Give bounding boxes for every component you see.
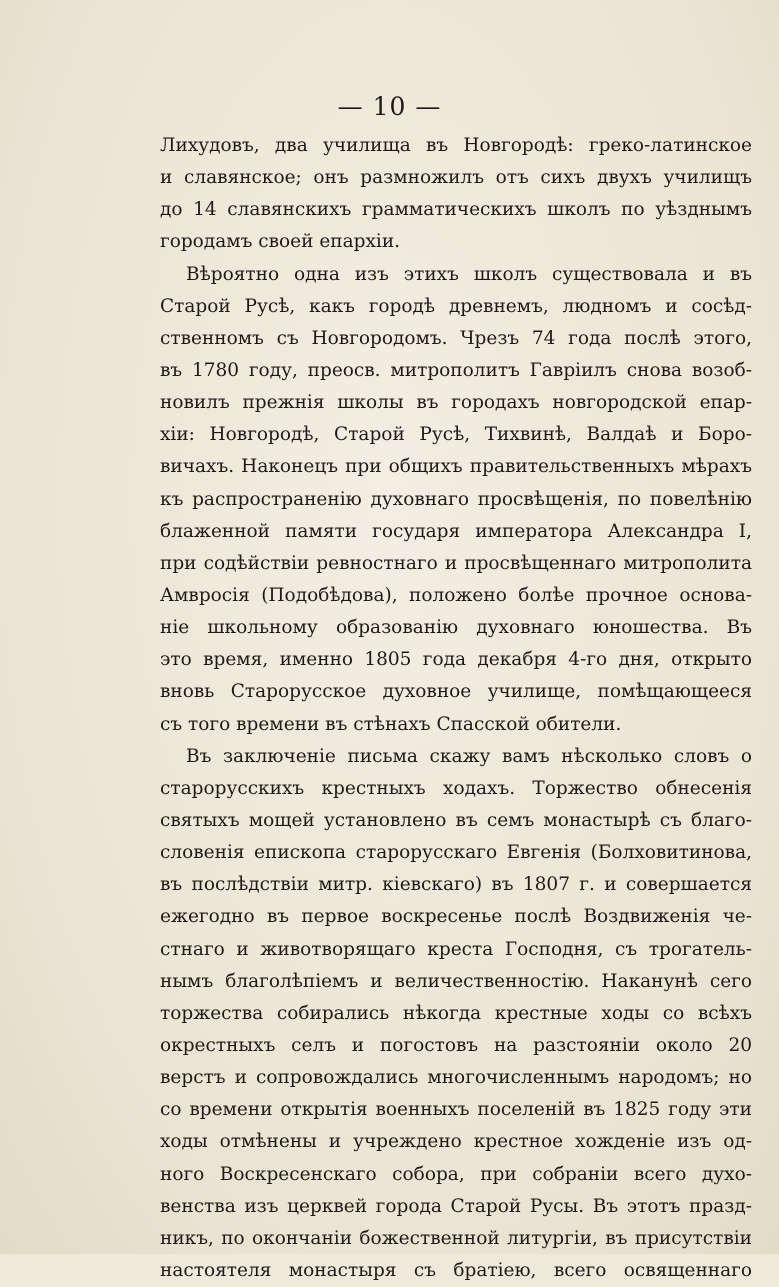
text-line: вичахъ. Наконецъ при общихъ правительственныхъ мѣрахъ <box>160 456 752 478</box>
text-line: Старой Русѣ, какъ городѣ древнемъ, людномъ и сосѣд- <box>160 295 752 317</box>
text-line: новилъ прежнія школы въ городахъ новгородской епар- <box>160 392 752 414</box>
text-line: Въ заключеніе письма скажу вамъ нѣсколько словъ о <box>186 745 752 767</box>
text-line: окрестныхъ селъ и погостовъ на разстояніи около 20 <box>160 1034 752 1056</box>
text-line: ходы отмѣнены и учреждено крестное хожденіе изъ од- <box>160 1131 752 1153</box>
text-line: къ распространенію духовнаго просвѣщенія, по повелѣнію <box>160 488 752 510</box>
text-line: хіи: Новгородѣ, Старой Русѣ, Тихвинѣ, Валдаѣ и Боро- <box>160 424 752 446</box>
text-line: городамъ своей епархіи. <box>160 231 401 253</box>
text-line: стнаго и животворящаго креста Господня, съ трогатель- <box>160 938 752 960</box>
text-line: въ послѣдствіи митр. кіевскаго) въ 1807 г. и совершается <box>160 874 752 896</box>
text-line: Амвросія (Подобѣдова), положено болѣе прочное основа- <box>160 584 752 606</box>
text-line: до 14 славянскихъ грамматическихъ школъ по уѣзднымъ <box>160 199 752 221</box>
text-line: ніе школьному образованію духовнаго юношества. Въ <box>160 617 752 639</box>
text-line: Вѣроятно одна изъ этихъ школъ существовала и въ <box>186 263 752 285</box>
text-line: вновь Старорусское духовное училище, помѣщающееся <box>160 681 752 703</box>
text-line: нымъ благолѣпіемъ и величественностію. Наканунѣ сего <box>160 970 752 992</box>
text-line: въ 1780 году, преосв. митрополитъ Гавріилъ снова возоб- <box>160 359 752 381</box>
text-line: святыхъ мощей установлено въ семъ монастырѣ съ благо- <box>160 809 752 831</box>
text-line: старорусскихъ крестныхъ ходахъ. Торжество обнесенія <box>160 777 752 799</box>
text-line: и славянское; онъ размножилъ отъ сихъ двухъ училищъ <box>160 167 752 189</box>
body-text <box>160 130 752 1287</box>
text-line: ственномъ съ Новгородомъ. Чрезъ 74 года послѣ этого, <box>160 327 752 349</box>
text-line: это время, именно 1805 года декабря 4-го дня, открыто <box>160 649 752 671</box>
text-line: ного Воскресенскаго собора, при собраніи всего духо- <box>160 1163 752 1185</box>
text-line: при содѣйствіи ревностнаго и просвѣщеннаго митрополита <box>160 552 752 574</box>
text-line: венства изъ церквей города Старой Русы. Въ этотъ празд- <box>160 1195 752 1217</box>
text-line: Лихудовъ, два училища въ Новгородѣ: греко-латинское <box>160 135 752 156</box>
page-number: — 10 — <box>337 92 442 121</box>
text-line: съ того времени въ стѣнахъ Спасской обители. <box>160 713 622 735</box>
text-line: настоятеля монастыря съ братіею, всего освященнаго <box>160 1259 752 1281</box>
text-line: блаженной памяти государя императора Александра I, <box>160 520 752 542</box>
text-line: верстъ и сопровождались многочисленнымъ народомъ; но <box>160 1067 752 1089</box>
text-line: словенія епископа старорусскаго Евгенія (Болховитинова, <box>160 842 752 864</box>
text-line: со времени открытія военныхъ поселеній въ 1825 году эти <box>160 1099 752 1121</box>
text-line: ежегодно въ первое воскресенье послѣ Воздвиженія че- <box>160 906 752 928</box>
text-line: никъ, по окончаніи божественной литургіи, въ присутствіи <box>160 1227 752 1249</box>
text-line: торжества собирались нѣкогда крестные ходы со всѣхъ <box>160 1002 752 1024</box>
